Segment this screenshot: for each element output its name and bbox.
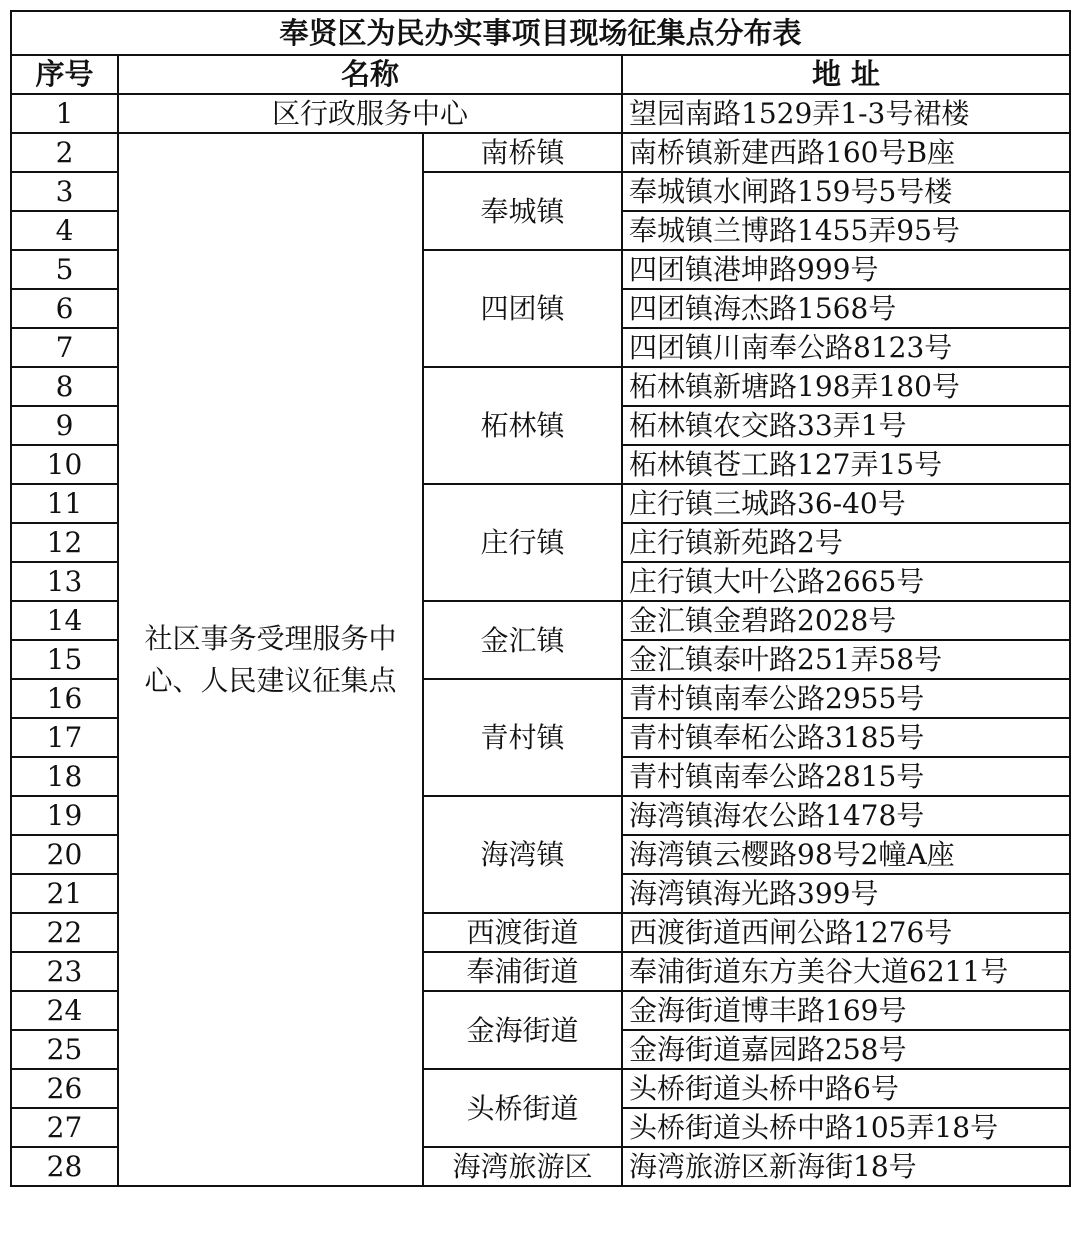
- row-address: 头桥街道头桥中路6号: [622, 1069, 1070, 1108]
- row-index: 22: [11, 913, 118, 952]
- town-name: 金海街道: [423, 991, 622, 1069]
- row-index: 13: [11, 562, 118, 601]
- row-address: 庄行镇新苑路2号: [622, 523, 1070, 562]
- row-index: 8: [11, 367, 118, 406]
- row-index: 12: [11, 523, 118, 562]
- row-address: 庄行镇大叶公路2665号: [622, 562, 1070, 601]
- row-address: 柘林镇苍工路127弄15号: [622, 445, 1070, 484]
- row-index: 4: [11, 211, 118, 250]
- row-address: 四团镇海杰路1568号: [622, 289, 1070, 328]
- row-index: 1: [11, 94, 118, 133]
- row-index: 26: [11, 1069, 118, 1108]
- row-index: 19: [11, 796, 118, 835]
- table-title: 奉贤区为民办实事项目现场征集点分布表: [11, 11, 1070, 55]
- row-address: 海湾旅游区新海街18号: [622, 1147, 1070, 1186]
- town-name: 金汇镇: [423, 601, 622, 679]
- row-index: 10: [11, 445, 118, 484]
- town-name: 海湾镇: [423, 796, 622, 913]
- row-index: 11: [11, 484, 118, 523]
- row-address: 四团镇港坤路999号: [622, 250, 1070, 289]
- row-address: 青村镇南奉公路2955号: [622, 679, 1070, 718]
- row-address: 金海街道嘉园路258号: [622, 1030, 1070, 1069]
- town-name: 柘林镇: [423, 367, 622, 484]
- row-index: 25: [11, 1030, 118, 1069]
- row-index: 20: [11, 835, 118, 874]
- row-address: 海湾镇海光路399号: [622, 874, 1070, 913]
- row-index: 2: [11, 133, 118, 172]
- header-address: 地 址: [622, 55, 1070, 94]
- collection-points-table: [10, 10, 1071, 1187]
- row-address: 柘林镇农交路33弄1号: [622, 406, 1070, 445]
- town-name: 头桥街道: [423, 1069, 622, 1147]
- row-address: 四团镇川南奉公路8123号: [622, 328, 1070, 367]
- row-address: 金汇镇金碧路2028号: [622, 601, 1070, 640]
- row-address: 西渡街道西闸公路1276号: [622, 913, 1070, 952]
- row-index: 5: [11, 250, 118, 289]
- district-center-name: 区行政服务中心: [118, 94, 622, 133]
- row-address: 海湾镇云樱路98号2幢A座: [622, 835, 1070, 874]
- row-address: 柘林镇新塘路198弄180号: [622, 367, 1070, 406]
- title-row: [11, 11, 1070, 55]
- row-address: 庄行镇三城路36-40号: [622, 484, 1070, 523]
- row-index: 17: [11, 718, 118, 757]
- row-index: 23: [11, 952, 118, 991]
- row-address: 奉城镇水闸路159号5号楼: [622, 172, 1070, 211]
- row-index: 16: [11, 679, 118, 718]
- row-address: 海湾镇海农公路1478号: [622, 796, 1070, 835]
- header-index: 序号: [11, 55, 118, 94]
- row-index: 15: [11, 640, 118, 679]
- row-address: 南桥镇新建西路160号B座: [622, 133, 1070, 172]
- row-index: 24: [11, 991, 118, 1030]
- row-index: 28: [11, 1147, 118, 1186]
- row-index: 18: [11, 757, 118, 796]
- town-name: 奉浦街道: [423, 952, 622, 991]
- header-row: [11, 55, 1070, 94]
- row-index: 27: [11, 1108, 118, 1147]
- town-name: 庄行镇: [423, 484, 622, 601]
- town-name: 四团镇: [423, 250, 622, 367]
- town-name: 西渡街道: [423, 913, 622, 952]
- row-address: 金海街道博丰路169号: [622, 991, 1070, 1030]
- row-index: 21: [11, 874, 118, 913]
- row-index: 3: [11, 172, 118, 211]
- town-name: 南桥镇: [423, 133, 622, 172]
- row-address: 奉浦街道东方美谷大道6211号: [622, 952, 1070, 991]
- row-address: 金汇镇泰叶路251弄58号: [622, 640, 1070, 679]
- table-row: [11, 133, 1070, 172]
- community-center-label: 社区事务受理服务中心、人民建议征集点: [118, 133, 423, 1186]
- table-row: [11, 94, 1070, 133]
- row-address: 青村镇南奉公路2815号: [622, 757, 1070, 796]
- header-name: 名称: [118, 55, 622, 94]
- row-address: 望园南路1529弄1-3号裙楼: [622, 94, 1070, 133]
- row-index: 7: [11, 328, 118, 367]
- row-index: 9: [11, 406, 118, 445]
- town-name: 海湾旅游区: [423, 1147, 622, 1186]
- row-address: 青村镇奉柘公路3185号: [622, 718, 1070, 757]
- row-address: 头桥街道头桥中路105弄18号: [622, 1108, 1070, 1147]
- town-name: 奉城镇: [423, 172, 622, 250]
- town-name: 青村镇: [423, 679, 622, 796]
- row-index: 6: [11, 289, 118, 328]
- row-index: 14: [11, 601, 118, 640]
- row-address: 奉城镇兰博路1455弄95号: [622, 211, 1070, 250]
